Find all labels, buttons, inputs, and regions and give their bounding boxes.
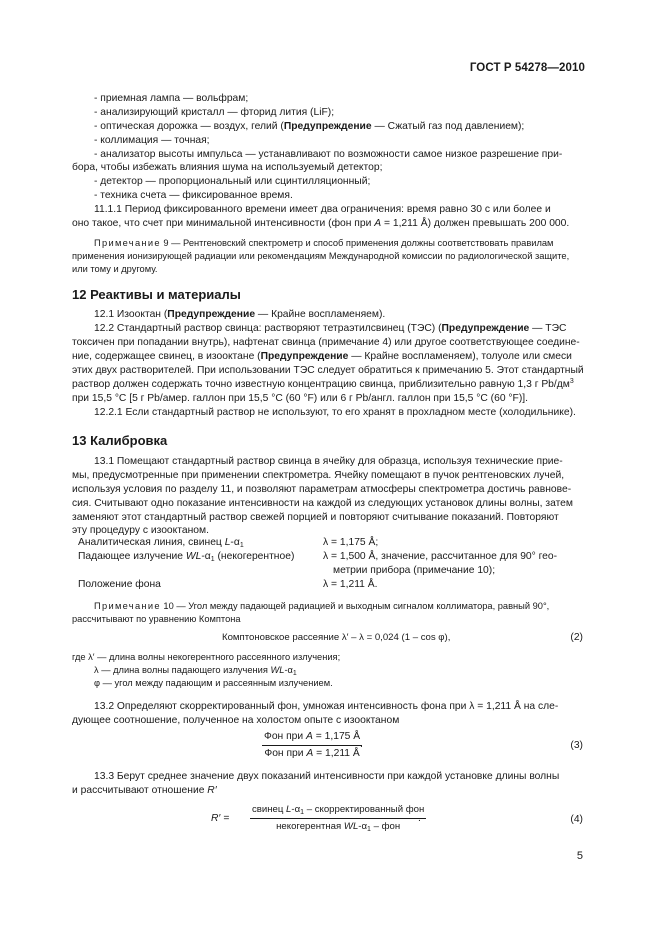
settings-row-background-label: Положение фона xyxy=(78,579,161,590)
note-9-line3: или тому и другому. xyxy=(72,264,158,274)
equation-4-period: . xyxy=(418,813,421,824)
equation-3-period: . xyxy=(360,739,363,750)
paragraph-12-2-line4: этих двух растворителей. При использовании ТЭС следует обратиться к примечанию 5. Этот стандартный xyxy=(72,365,584,376)
where-line2: λ — длина волны падающего излучения $WL-\alpha_1$ xyxy=(94,665,297,677)
list-item-collimation: - коллимация — точная; xyxy=(94,135,210,146)
section-12-heading: 12 Реактивы и материалы xyxy=(72,287,241,302)
paragraph-13-1-line6: эту процедуру с изооктаном. xyxy=(72,525,209,536)
note-label: Примечание xyxy=(94,238,161,248)
list-item-path: - оптическая дорожка — воздух, гелий (Предупреждение — Сжатый газ под давлением); xyxy=(94,121,525,132)
list-item-crystal: - анализирующий кристалл — фторид лития (LiF); xyxy=(94,107,335,118)
list-item-analyzer-cont: бора, чтобы избежать влияния шума на используемый детектор; xyxy=(72,162,383,173)
equation-3-denominator: Фон при A = 1,211 Å xyxy=(264,748,360,759)
where-line1: где λ′ — длина волны некогерентного рассеянного излучения; xyxy=(72,652,341,662)
note-10-line1: Примечание 10 — Угол между падающей радиацией и выходным сигналом коллиматора, равный 90°, xyxy=(94,601,550,611)
paragraph-13-3-line1: 13.3 Берут среднее значение двух показаний интенсивности при каждой установке длины волны xyxy=(94,771,560,782)
note-9-line1: Примечание 9 — Рентгеновский спектрометр и способ применения должны соответствовать правилам xyxy=(94,238,554,248)
paragraph-13-1-line5: заменяют этот стандартный раствор свежей порцией и повторяют считывание показаний. Повторяют xyxy=(72,512,559,523)
paragraph-12-1: 12.1 Изооктан (Предупреждение — Крайне воспламеняем). xyxy=(94,309,386,320)
settings-row-analytic-value: λ = 1,175 Å; xyxy=(323,537,379,548)
section-13-heading: 13 Калибровка xyxy=(72,433,168,448)
paragraph-13-1-line1: 13.1 Помещают стандартный раствор свинца в ячейку для образца, используя технические прие- xyxy=(94,456,563,467)
equation-4-denominator: некогерентная $WL-\alpha_1$ – фон xyxy=(276,821,401,833)
equation-3-numerator: Фон при A = 1,175 Å xyxy=(262,730,362,746)
equation-2: Комптоновское рассеяние λ′ – λ = 0,024 (1 – cos φ), xyxy=(222,632,451,643)
paragraph-13-3-line2: и рассчитывают отношение R′ xyxy=(72,785,217,796)
paragraph-12-2-line1: 12.2 Стандартный раствор свинца: растворяют тетраэтилсвинец (ТЭС) (Предупреждение — ТЭС xyxy=(94,323,567,334)
paragraph-11-1-1-line1: 11.1.1 Период фиксированного времени имеет два ограничения: время равно 30 с или более и xyxy=(94,204,551,215)
list-item-counting: - техника счета — фиксированное время. xyxy=(94,190,293,201)
paragraph-13-1-line2: мы, предусмотренные при применении спектрометра. Ячейку помещают в пучок рентгеновских лучей, xyxy=(72,470,565,481)
settings-row-incident-label: Падающее излучение $WL-\alpha_1$ (некогерентное) xyxy=(78,551,295,563)
paragraph-12-2-line2: токсичен при попадании внутрь), нафтенат свинца (примечание 4) или другое соответствующее соедине- xyxy=(72,337,580,348)
paragraph-13-2-line2: дующее соотношение, полученное на холостом опыте с изооктаном xyxy=(72,715,400,726)
paragraph-12-2-line6: при 15,5 °С [5 г Pb/амер. галлон при 15,5 °С (60 °F) или 6 г Pb/англ. галлон при 15,5 °С (60 °F)]. xyxy=(72,393,528,404)
settings-row-incident-value-cont: метрии прибора (примечание 10); xyxy=(333,565,496,576)
settings-row-incident-value: λ = 1,500 Å, значение, рассчитанное для 90° гео- xyxy=(323,551,558,562)
equation-3-fraction xyxy=(262,730,362,761)
standard-number: ГОСТ Р 54278—2010 xyxy=(469,62,585,74)
paragraph-12-2-line5: раствор должен содержать точно известную концентрацию свинца, приблизительно равную 1,3 г $Pb/дм^3$ xyxy=(72,378,574,390)
paragraph-13-1-line3: используя условия по разделу 11, и позволяют параметрам атмосферы спектрометра достичь равнове- xyxy=(72,484,572,495)
paragraph-12-2-line3: ние, содержащее свинец, в изооктане (Предупреждение — Крайне воспламеняем), толуоле или смеси xyxy=(72,351,572,362)
paragraph-12-2-1: 12.2.1 Если стандартный раствор не используют, то его хранят в прохладном месте (холодильнике). xyxy=(94,407,576,418)
paragraph-13-2-line1: 13.2 Определяют скорректированный фон, умножая интенсивность фона при λ = 1,211 Å на сле- xyxy=(94,701,559,712)
note-label: Примечание xyxy=(94,601,161,611)
equation-4-number: (4) xyxy=(570,814,583,825)
where-line3: φ — угол между падающим и рассеянным излучением. xyxy=(94,678,333,688)
equation-2-number: (2) xyxy=(570,632,583,643)
paragraph-11-1-1-line2: оно такое, что счет при минимальной интенсивности (фон при A = 1,211 Å) должен превышать 200 000. xyxy=(72,218,570,229)
note-10-line2: рассчитывают по уравнению Комптона xyxy=(72,614,241,624)
equation-3-number: (3) xyxy=(570,740,583,751)
settings-row-analytic-label: Аналитическая линия, свинец $L-\alpha_1$ xyxy=(78,537,244,549)
list-item-lamp: - приемная лампа — вольфрам; xyxy=(94,93,249,104)
list-item-detector: - детектор — пропорциональный или сцинтилляционный; xyxy=(94,176,371,187)
equation-4-numerator: свинец $L-\alpha_1$ – скорректированный фон xyxy=(250,803,426,819)
list-item-analyzer: - анализатор высоты импульса — устанавливают по возможности самое низкое разрешение при- xyxy=(94,149,563,160)
equation-4-lhs: R′ = xyxy=(211,813,230,824)
equation-4-fraction xyxy=(250,803,426,834)
settings-row-background-value: λ = 1,211 Å. xyxy=(323,579,378,590)
page-number: 5 xyxy=(576,850,583,862)
note-9-line2: применения ионизирующей радиации или рекомендациям Международной комиссии по радиологической защите, xyxy=(72,251,570,261)
paragraph-13-1-line4: сия. Считывают одно показание интенсивности на каждой из следующих установок длины волны, затем xyxy=(72,498,573,509)
